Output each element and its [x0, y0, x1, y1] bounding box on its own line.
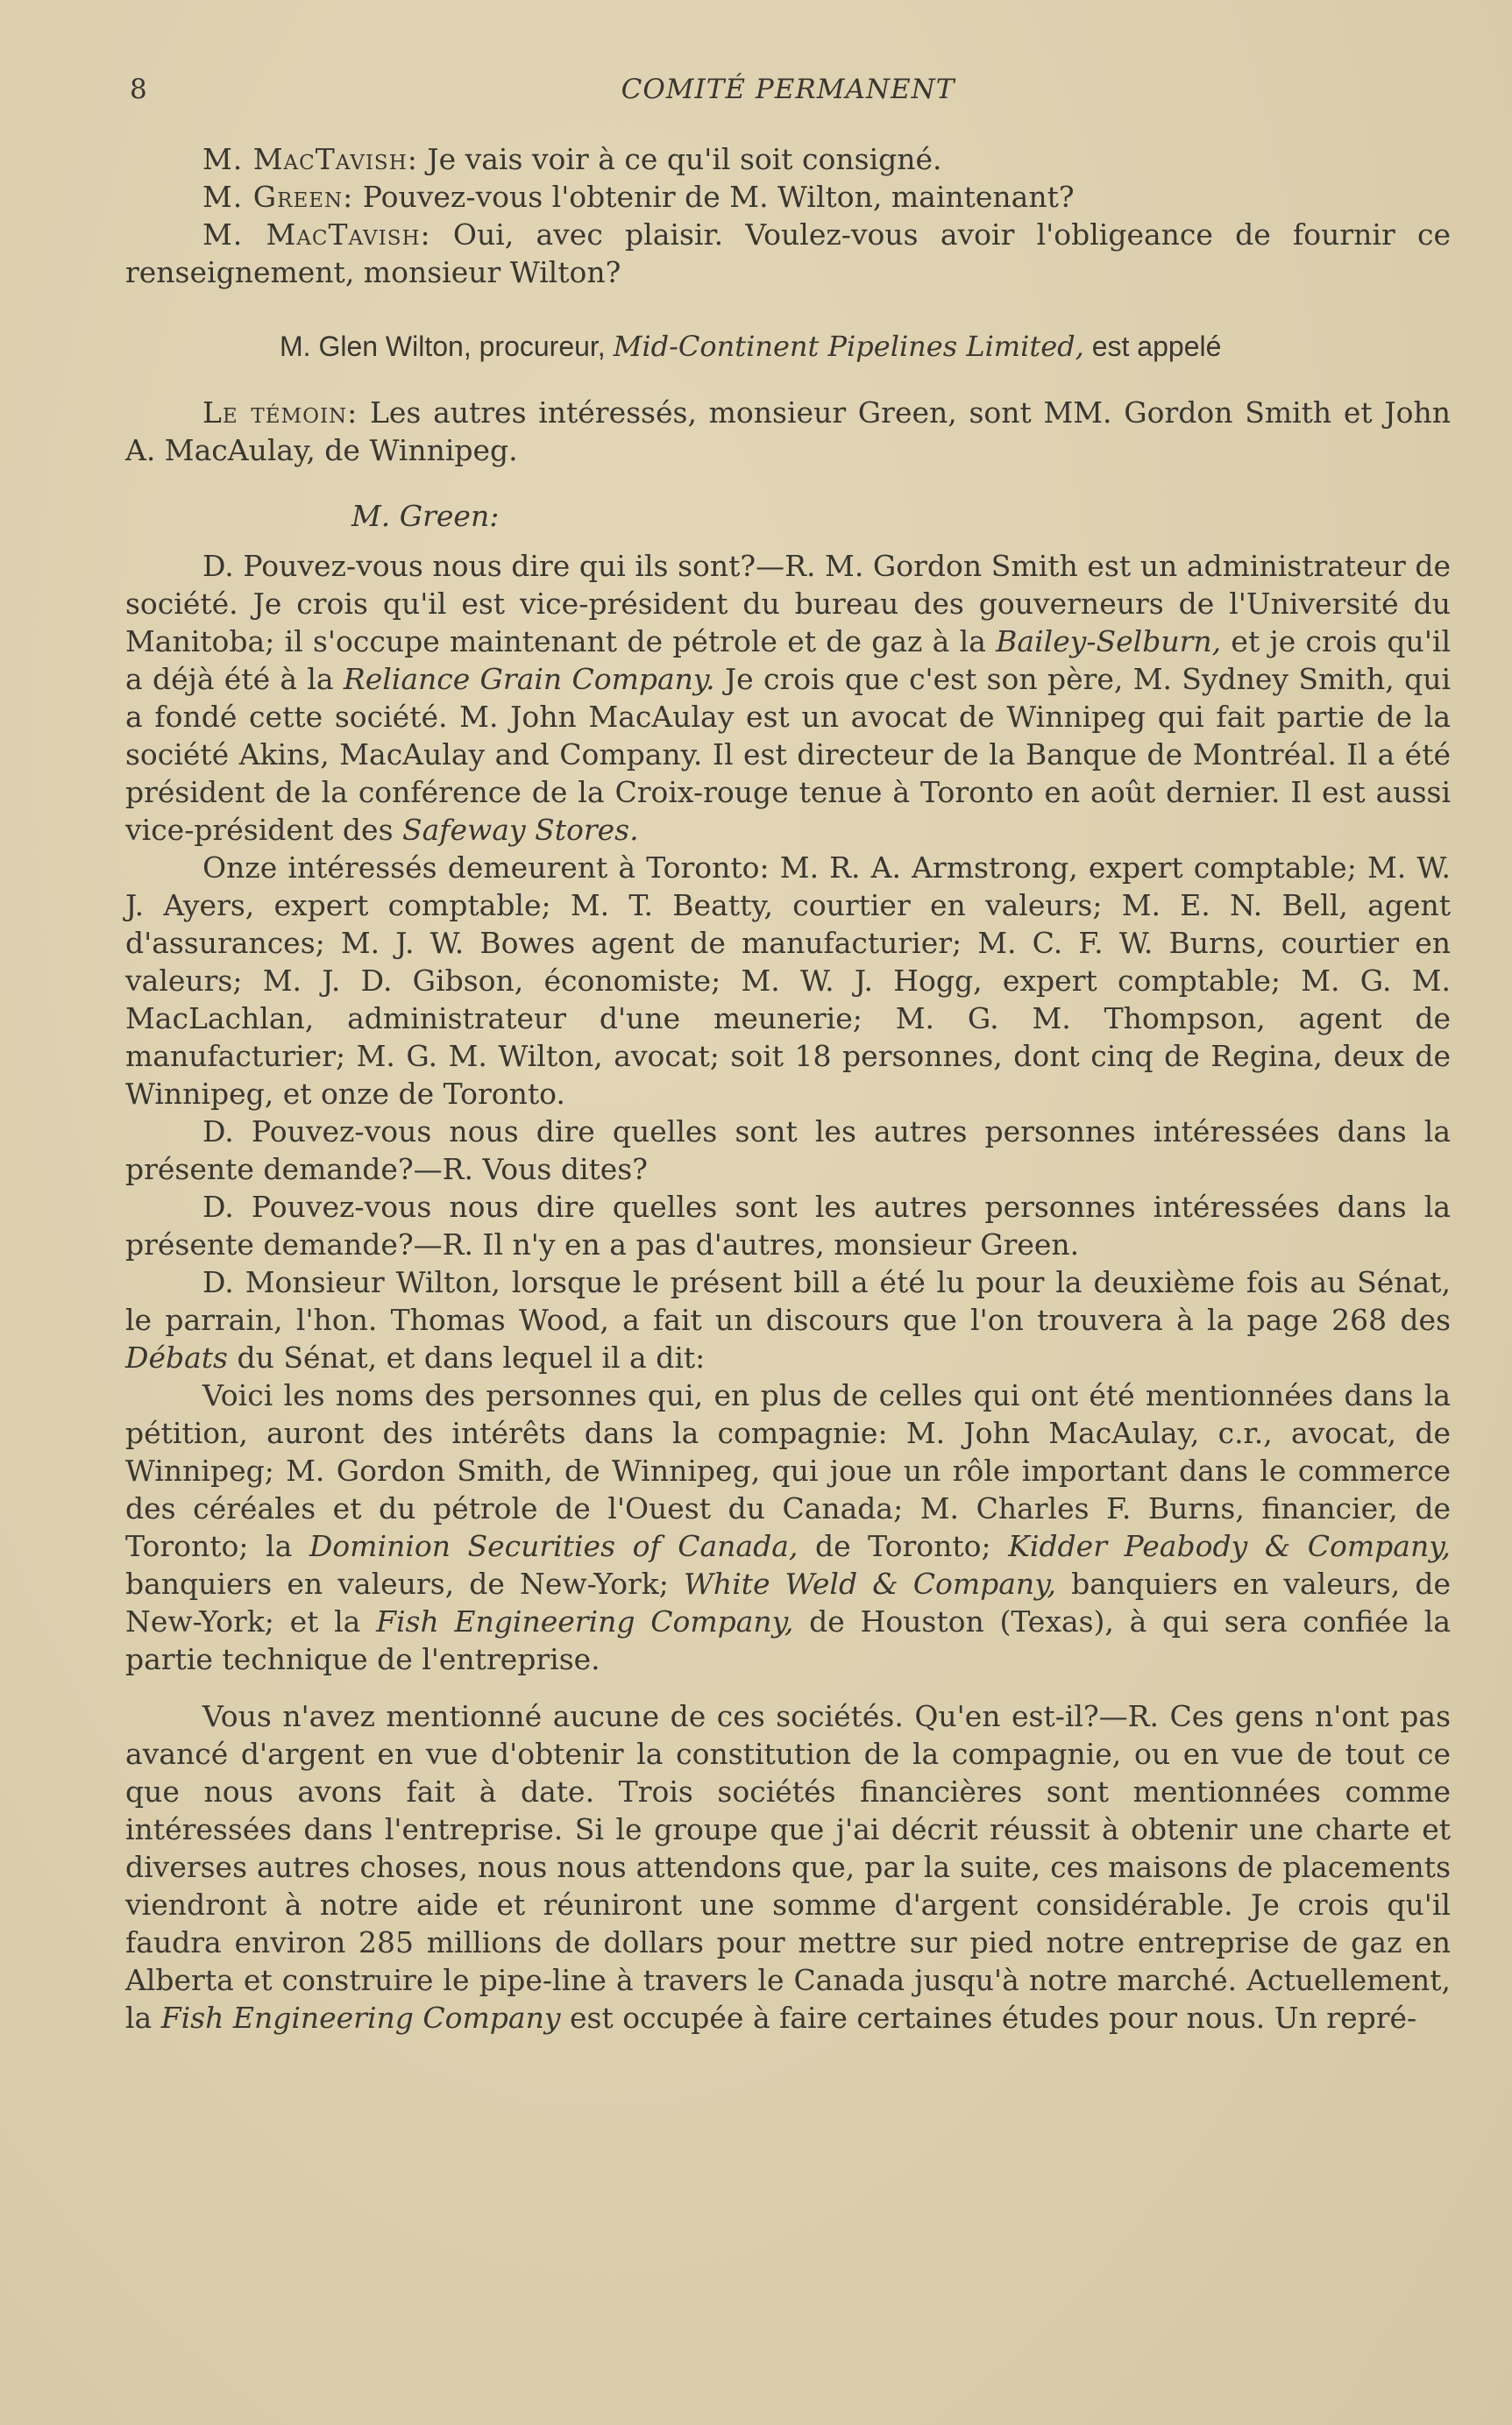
speaker-name: M. MacTavish:	[202, 217, 431, 252]
page-number: 8	[130, 74, 147, 105]
paragraph	[125, 178, 1451, 216]
paragraph: D. Pouvez-vous nous dire quelles sont les autres personnes intéressées dans la présente demande?—R. Vous dites?	[125, 1114, 1451, 1186]
speaker-name: M. Green:	[202, 180, 354, 214]
running-title: COMITÉ PERMANENT	[621, 74, 955, 105]
speaker-name: M. MacTavish:	[202, 142, 418, 176]
speech-text: Les autres intéressés, monsieur Green, sont MM. Gordon Smith et John A. MacAulay, de Winnipeg.	[125, 395, 1451, 467]
firm-name: Mid-Continent Pipelines Limited,	[613, 330, 1084, 363]
page-body	[125, 140, 1451, 2037]
block-quote: Voici les noms des personnes qui, en plus de celles qui ont été mentionnées dans la pétition, auront des intérêts dans la compagnie: M. John MacAulay, c.r., avocat, de Winnipeg; M. Gordon Smith, de Winnipeg, qui joue un rôle important dans le commerce des céréales et du pétrole de l'Ouest du Canada; M. Charles F. Burns, financier, de Toronto; la Dominion Securities of Canada, de Toronto; Kidder Peabody & Company, banquiers en valeurs, de New-York; White Weld & Company, banquiers en valeurs, de New-York; et la Fish Engineering Company, de Houston (Texas), à qui sera confiée la partie technique de l'entreprise.	[125, 1378, 1451, 1676]
speaker-name: Le témoin:	[202, 395, 358, 430]
examiner-heading: M. Green:	[351, 499, 500, 533]
paragraph: D. Monsieur Wilton, lorsque le présent bill a été lu pour la deuxième fois au Sénat, le parrain, l'hon. Thomas Wood, a fait un discours que l'on trouvera à la page 268 des Débats du Sénat, et dans lequel il a dit:	[125, 1265, 1451, 1375]
speech-text: Je vais voir à ce qu'il soit consigné.	[417, 142, 942, 176]
paragraph: Onze intéressés demeurent à Toronto: M. R. A. Armstrong, expert comptable; M. W. J. Ayers, expert comptable; M. T. Beatty, courtier en valeurs; M. E. N. Bell, agent d'assurances; M. J. W. Bowes agent de manufacturier; M. C. F. W. Burns, courtier en valeurs; M. J. D. Gibson, économiste; M. W. J. Hogg, expert comptable; M. G. M. MacLachlan, administrateur d'une meunerie; M. G. M. Thompson, agent de manufacturier; M. G. M. Wilton, avocat; soit 18 personnes, dont cinq de Regina, deux de Winnipeg, et onze de Toronto.	[125, 850, 1451, 1111]
paragraph: D. Pouvez-vous nous dire quelles sont les autres personnes intéressées dans la présente demande?—R. Il n'y en a pas d'autres, monsieur Green.	[125, 1190, 1451, 1262]
paragraph: Vous n'avez mentionné aucune de ces sociétés. Qu'en est-il?—R. Ces gens n'ont pas avancé d'argent en vue d'obtenir la constitution de la compagnie, ou en vue de tout ce que nous avons fait à date. Trois sociétés financières sont mentionnées comme intéressées dans l'entreprise. Si le groupe que j'ai décrit réussit à obtenir une charte et diverses autres choses, nous nous attendons que, par la suite, ces maisons de placements viendront à notre aide et réuniront une somme d'argent considérable. Je crois qu'il faudra environ 285 millions de dollars pour mettre sur pied notre entreprise de gaz en Alberta et construire le pipe-line à travers le Canada jusqu'à notre marché. Actuellement, la Fish Engineering Company est occupée à faire certaines études pour nous. Un repré-	[125, 1699, 1451, 2035]
paragraph	[125, 394, 1451, 469]
speech-text: Pouvez-vous l'obtenir de M. Wilton, maintenant?	[353, 180, 1075, 214]
speech-text: Oui, avec plaisir. Voulez-vous avoir l'obligeance de fournir ce renseignement, monsieur Wilton?	[125, 217, 1452, 289]
paragraph: D. Pouvez-vous nous dire qui ils sont?—R. M. Gordon Smith est un administrateur de société. Je crois qu'il est vice-président du bureau des gouverneurs de l'Université du Manitoba; il s'occupe maintenant de pétrole et de gaz à la Bailey-Selburn, et je crois qu'il a déjà été à la Reliance Grain Company. Je crois que c'est son père, M. Sydney Smith, qui a fondé cette société. M. John MacAulay est un avocat de Winnipeg qui fait partie de la société Akins, MacAulay and Company. Il est directeur de la Banque de Montréal. Il a été président de la conférence de la Croix-rouge tenue à Toronto en août dernier. Il est aussi vice-président des Safeway Stores.	[125, 549, 1451, 847]
page-header	[125, 74, 1451, 117]
paragraph	[125, 140, 1451, 178]
paragraph	[125, 216, 1451, 291]
witness-called-line: M. Glen Wilton, procureur, Mid-Continent Pipelines Limited, est appelé	[280, 330, 1222, 363]
